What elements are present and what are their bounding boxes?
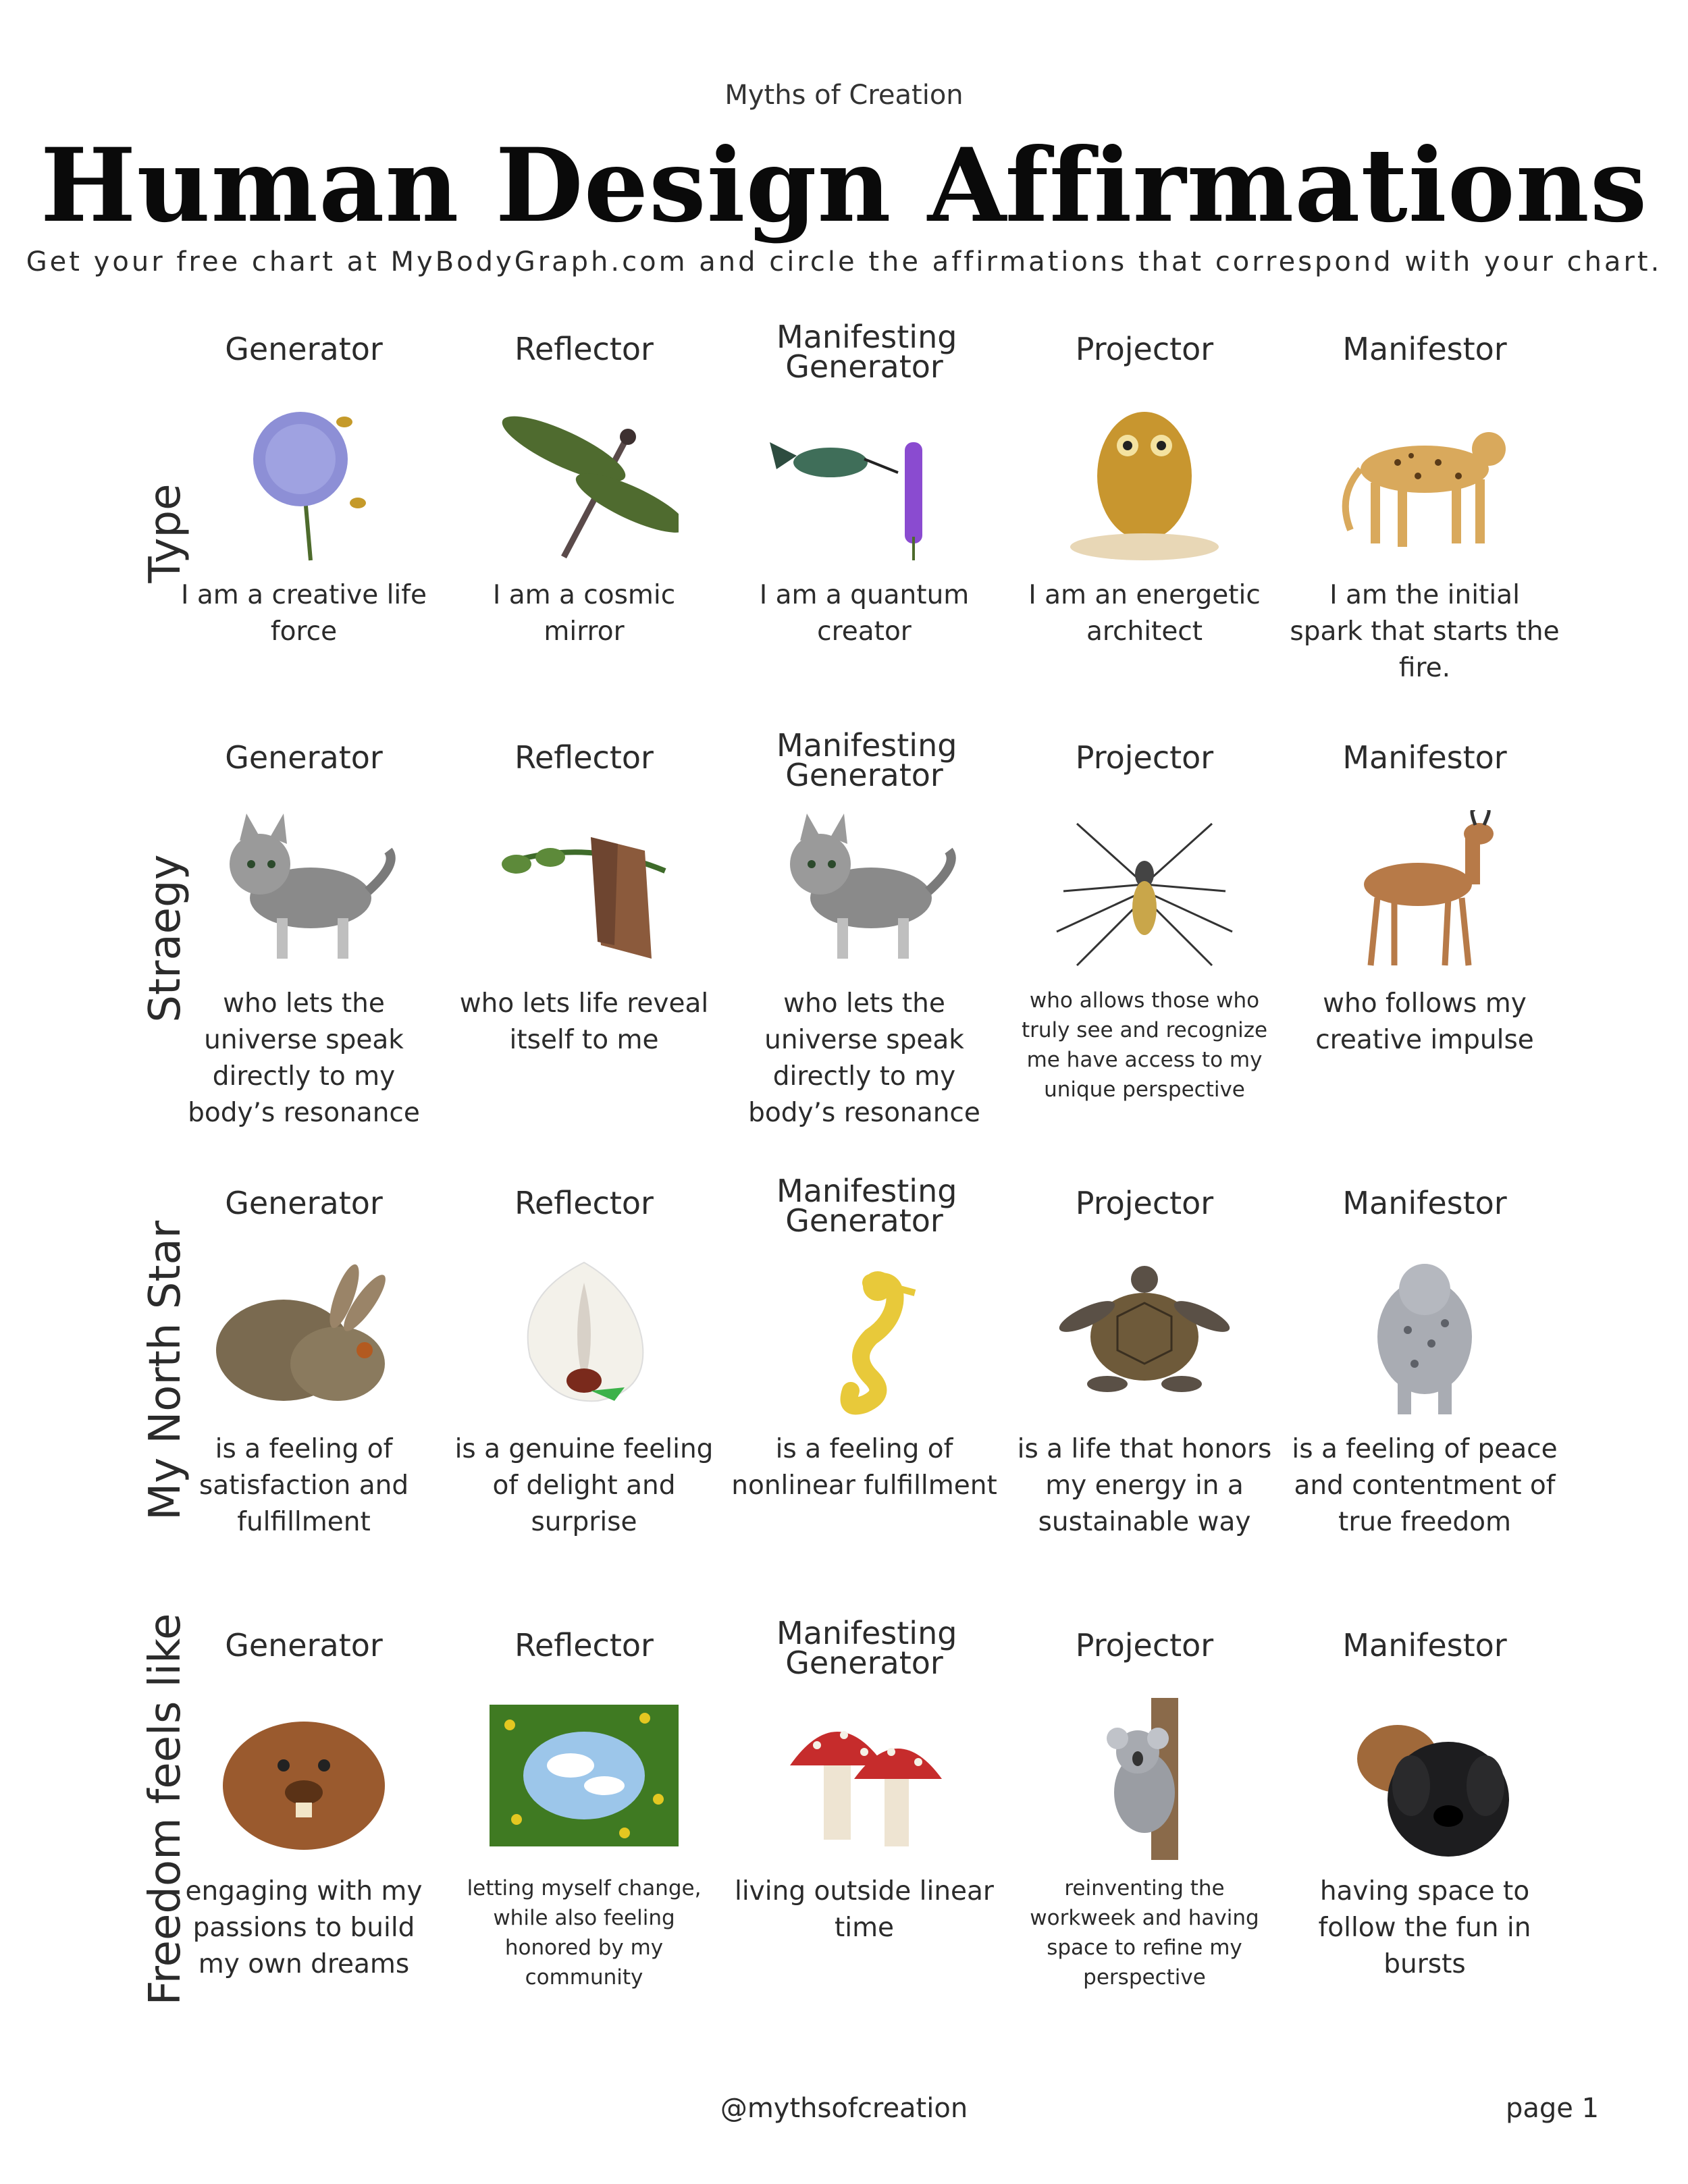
globe-thistle-with-bees-image [209,402,398,564]
type-name: Manifestor [1342,331,1507,367]
type-name: Reflector [515,739,654,776]
type-name: Projector [1075,1627,1214,1663]
affirmation-card[interactable] [729,319,999,712]
affirmation-text: who allows those who truly see and recognize me have access to my unique perspective [1021,988,1268,1102]
affirmation-card[interactable] [449,1185,719,1566]
kitten-image [770,810,959,972]
type-name: Manifesting Generator [776,319,957,385]
affirmation-card[interactable] [169,331,439,712]
affirmation-card[interactable] [729,1173,999,1566]
page-title: Human Design Affirmations [40,126,1648,245]
type-name: Generator [225,739,383,776]
snow-leopard-image [1330,1256,1519,1418]
row-label: Type [140,483,190,583]
affirmation-text: is a feeling of satisfaction and fulfillment [199,1434,409,1537]
affirmation-text: reinventing the workweek and having space to refine my perspective [1030,1876,1259,1990]
affirmation-text: is a feeling of peace and contentment of true freedom [1292,1434,1558,1537]
type-name: Reflector [515,1627,654,1663]
sea-turtle-image [1050,1256,1239,1418]
affirmation-text: living outside linear time [735,1876,994,1943]
affirmation-text: letting myself change, while also feeling honored by my community [467,1876,702,1990]
affirmation-text: is a life that honors my energy in a sustainable way [1017,1434,1272,1537]
type-name: Projector [1075,1185,1214,1221]
affirmation-card[interactable] [729,727,999,1128]
page-number: page 1 [1506,2093,1600,2124]
hummingbird-with-lavender-image [770,402,959,564]
spider-image [1050,810,1239,972]
affirmation-card[interactable] [169,1185,439,1566]
affirmation-card[interactable] [1290,739,1560,1121]
affirmation-card[interactable] [1290,1185,1560,1566]
affirmation-text: is a feeling of nonlinear fulfillment [731,1434,997,1501]
kitten-image [209,810,398,972]
affirmation-text: is a genuine feeling of delight and surprise [454,1434,714,1537]
type-name: Manifesting Generator [776,1615,957,1681]
owl-image [1050,402,1239,564]
affirmation-card[interactable] [449,739,719,1121]
type-name: Reflector [515,331,654,367]
mushrooms-image [770,1698,959,1860]
puppies-image [1330,1698,1519,1860]
dragonfly-image [490,402,679,564]
affirmation-card[interactable] [1290,331,1560,712]
cheetah-image [1330,402,1519,564]
affirmation-card[interactable] [1009,1185,1280,1566]
footer-handle: @mythsofcreation [720,2093,968,2124]
affirmation-text: having space to follow the fun in bursts [1318,1876,1531,1979]
type-name: Manifestor [1342,1185,1507,1221]
affirmation-card[interactable] [449,331,719,712]
moth-on-flower-buds-image [490,810,679,972]
affirmation-text: I am a cosmic mirror [492,580,676,647]
type-name: Generator [225,1185,383,1221]
affirmation-card[interactable] [1290,1627,1560,2008]
affirmation-text: who follows my creative impulse [1315,988,1534,1055]
brand-name: Myths of Creation [724,80,964,111]
type-name: Manifestor [1342,1627,1507,1663]
calla-lily-image [490,1256,679,1418]
affirmation-text: who lets the universe speak directly to my body’s resonance [188,988,420,1128]
affirmation-text: I am an energetic architect [1028,580,1261,647]
mirror-in-grass-image [490,1698,679,1860]
type-name: Generator [225,1627,383,1663]
affirmation-text: who lets the universe speak directly to my body’s resonance [748,988,980,1128]
affirmation-card[interactable] [449,1627,719,2008]
row-label: My North Star [140,1220,190,1521]
page-subtitle: Get your free chart at MyBodyGraph.com and circle the affirmations that correspond with your chart. [26,246,1662,277]
type-name: Manifesting Generator [776,1173,957,1239]
affirmation-text: I am a quantum creator [759,580,970,647]
affirmation-card[interactable] [169,739,439,1128]
type-name: Manifestor [1342,739,1507,776]
row-label: Freedom feels like [140,1613,190,2006]
affirmation-card[interactable] [169,1627,439,2008]
affirmation-text: who lets life reveal itself to me [459,988,709,1055]
gazelle-image [1330,810,1519,972]
seahorse-image [770,1256,959,1418]
affirmation-text: I am a creative life force [181,580,427,647]
koala-image [1050,1698,1239,1860]
type-name: Projector [1075,739,1214,776]
affirmation-card[interactable] [729,1615,999,2008]
type-name: Manifesting Generator [776,727,957,793]
rabbits-image [209,1256,398,1418]
affirmation-text: engaging with my passions to build my own dreams [185,1876,423,1979]
affirmation-card[interactable] [1009,1627,1280,2008]
type-name: Projector [1075,331,1214,367]
affirmation-card[interactable] [1009,331,1280,712]
beaver-image [209,1698,398,1860]
row-label: Straegy [140,854,190,1023]
affirmation-text: I am the initial spark that starts the fire. [1290,580,1560,683]
type-name: Generator [225,331,383,367]
affirmation-card[interactable] [1009,739,1280,1121]
type-name: Reflector [515,1185,654,1221]
